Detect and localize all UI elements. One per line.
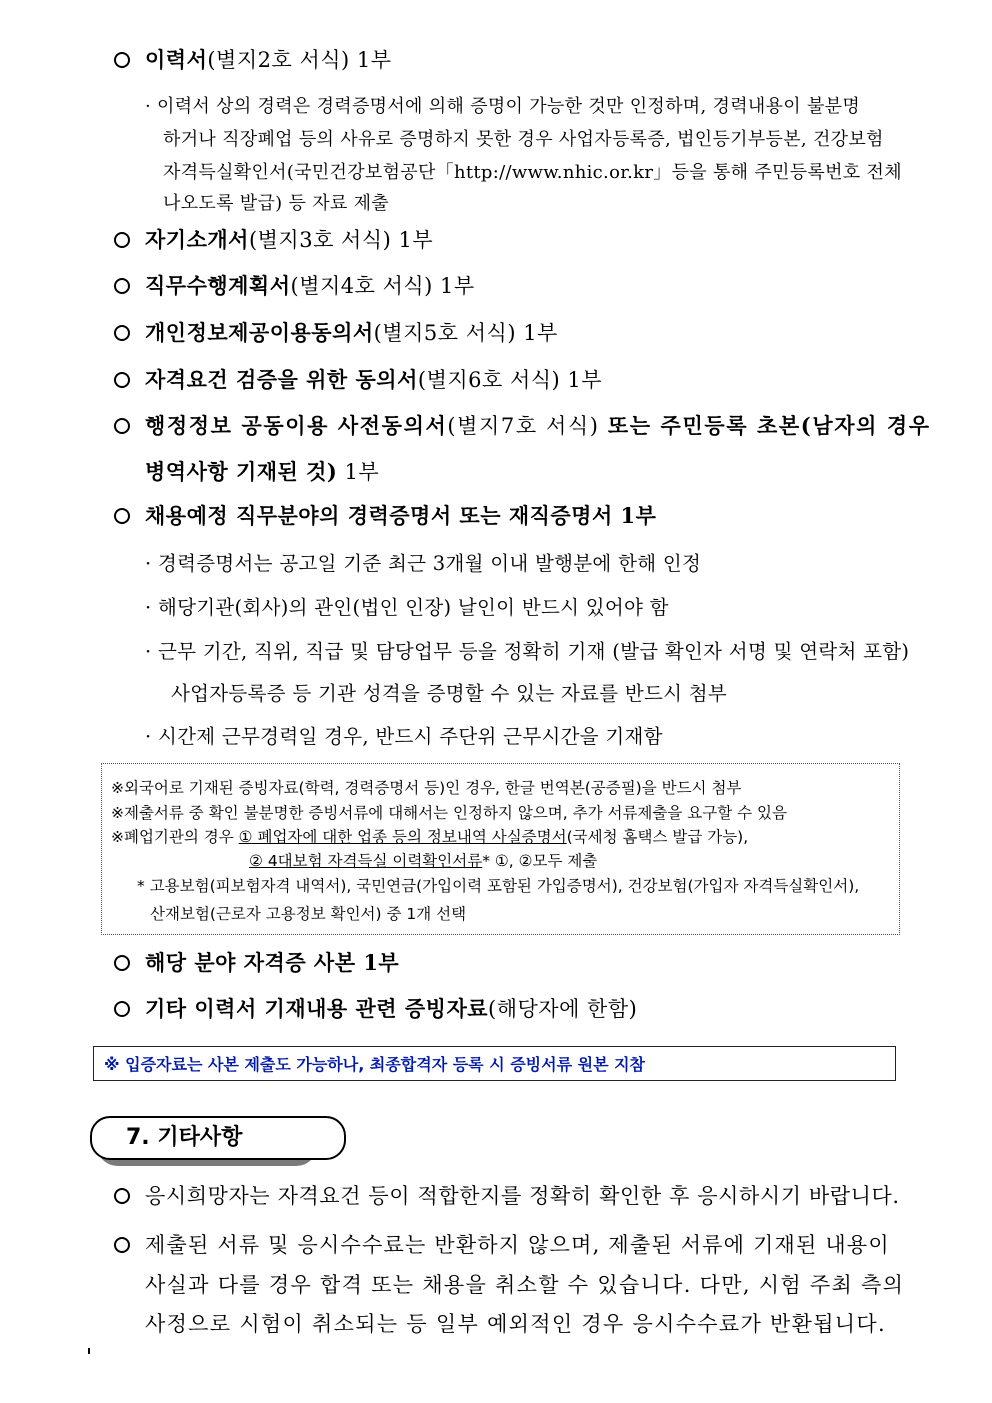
career-note-3: · 근무 기간, 직위, 직급 및 담당업무 등을 정확히 기재 (발급 확인자 서명 및 연락처 포함): [145, 640, 910, 663]
circle-bullet-icon: [114, 232, 130, 248]
item-admin-info-consent-line2: 병역사항 기재된 것) 1부: [145, 459, 380, 484]
resume-note-3: 자격득실확인서(국민건강보험공단「http://www.nhic.or.kr」등을 통해 주민등록번호 전체: [163, 162, 902, 183]
note-select-one: 산재보험(근로자 고용정보 확인서) 중 1개 선택: [150, 905, 467, 923]
etc-item-2-line-2: 사실과 다를 경우 합격 또는 채용을 취소할 수 있습니다. 다만, 시험 주최 측의: [145, 1273, 905, 1297]
etc-item-1: 응시희망자는 자격요건 등이 적합한지를 정확히 확인한 후 응시하시기 바랍니다.: [145, 1184, 900, 1208]
career-note-4: 사업자등록증 등 기관 성격을 증명할 수 있는 자료를 반드시 첨부: [171, 682, 728, 705]
resume-note-1: · 이력서 상의 경력은 경력증명서에 의해 증명이 가능한 것만 인정하며, 경력내용이 불분명: [145, 96, 861, 117]
circle-bullet-icon: [114, 418, 130, 434]
item-career-certificate: 채용예정 직무분야의 경력증명서 또는 재직증명서 1부: [145, 503, 657, 528]
section-heading: 7. 기타사항: [90, 1116, 346, 1160]
page-mark: [88, 1348, 90, 1354]
circle-bullet-icon: [114, 325, 130, 341]
circle-bullet-icon: [114, 955, 130, 971]
item-license-copy: 해당 분야 자격증 사본 1부: [145, 950, 400, 975]
note-unclear-docs: ※제출서류 중 확인 불분명한 증빙서류에 대해서는 인정하지 않으며, 추가 서류제출을 요구할 수 있음: [111, 804, 787, 822]
career-note-1: · 경력증명서는 공고일 기준 최근 3개월 이내 발행분에 한해 인정: [145, 552, 702, 575]
circle-bullet-icon: [114, 1237, 130, 1253]
career-note-2: · 해당기관(회사)의 관인(법인 인장) 날인이 반드시 있어야 함: [145, 596, 669, 619]
resume-note-4: 나오도록 발급) 등 자료 제출: [163, 193, 389, 214]
note-insurance-history: ② 4대보험 자격득실 이력확인서류* ①, ②모두 제출: [249, 852, 598, 870]
circle-bullet-icon: [114, 278, 130, 294]
note-closed-company: ※폐업기관의 경우 ① 폐업자에 대한 업종 등의 정보내역 사실증명서(국세청 홈택스 발급 가능),: [111, 828, 749, 846]
etc-item-2-line-1: 제출된 서류 및 응시수수료는 반환하지 않으며, 제출된 서류에 기재된 내용이: [145, 1233, 890, 1257]
item-job-plan: 직무수행계획서(별지4호 서식) 1부: [145, 273, 475, 298]
note-foreign-language: ※외국어로 기재된 증빙자료(학력, 경력증명서 등)인 경우, 한글 번역본(공증필)을 반드시 첨부: [111, 779, 742, 797]
item-privacy-consent: 개인정보제공이용동의서(별지5호 서식) 1부: [145, 320, 558, 345]
note-insurance-types: * 고용보험(피보험자격 내역서), 국민연금(가입이력 포함된 가입증명서), 건강보험(가입자 자격득실확인서),: [137, 877, 860, 895]
circle-bullet-icon: [114, 372, 130, 388]
item-qualification-consent: 자격요건 검증을 위한 동의서(별지6호 서식) 1부: [145, 367, 603, 392]
circle-bullet-icon: [114, 52, 130, 68]
circle-bullet-icon: [114, 1001, 130, 1017]
career-note-5: · 시간제 근무경력일 경우, 반드시 주단위 근무시간을 기재함: [145, 725, 663, 748]
resume-note-2: 하거나 직장폐업 등의 사유로 증명하지 못한 경우 사업자등록증, 법인등기부등본, 건강보험: [163, 129, 884, 150]
item-self-intro: 자기소개서(별지3호 서식) 1부: [145, 227, 434, 252]
etc-item-2-line-3: 사정으로 시험이 취소되는 등 일부 예외적인 경우 응시수수료가 반환됩니다.: [145, 1312, 886, 1336]
item-admin-info-consent: 행정정보 공동이용 사전동의서(별지7호 서식) 또는 주민등록 초본(남자의 경우: [145, 413, 931, 438]
circle-bullet-icon: [114, 508, 130, 524]
circle-bullet-icon: [114, 1188, 130, 1204]
item-other-evidence: 기타 이력서 기재내용 관련 증빙자료(해당자에 한함): [145, 996, 638, 1021]
item-resume: 이력서(별지2호 서식) 1부: [145, 47, 392, 72]
original-documents-note: ※ 입증자료는 사본 제출도 가능하나, 최종합격자 등록 시 증빙서류 원본 지참: [93, 1046, 896, 1081]
